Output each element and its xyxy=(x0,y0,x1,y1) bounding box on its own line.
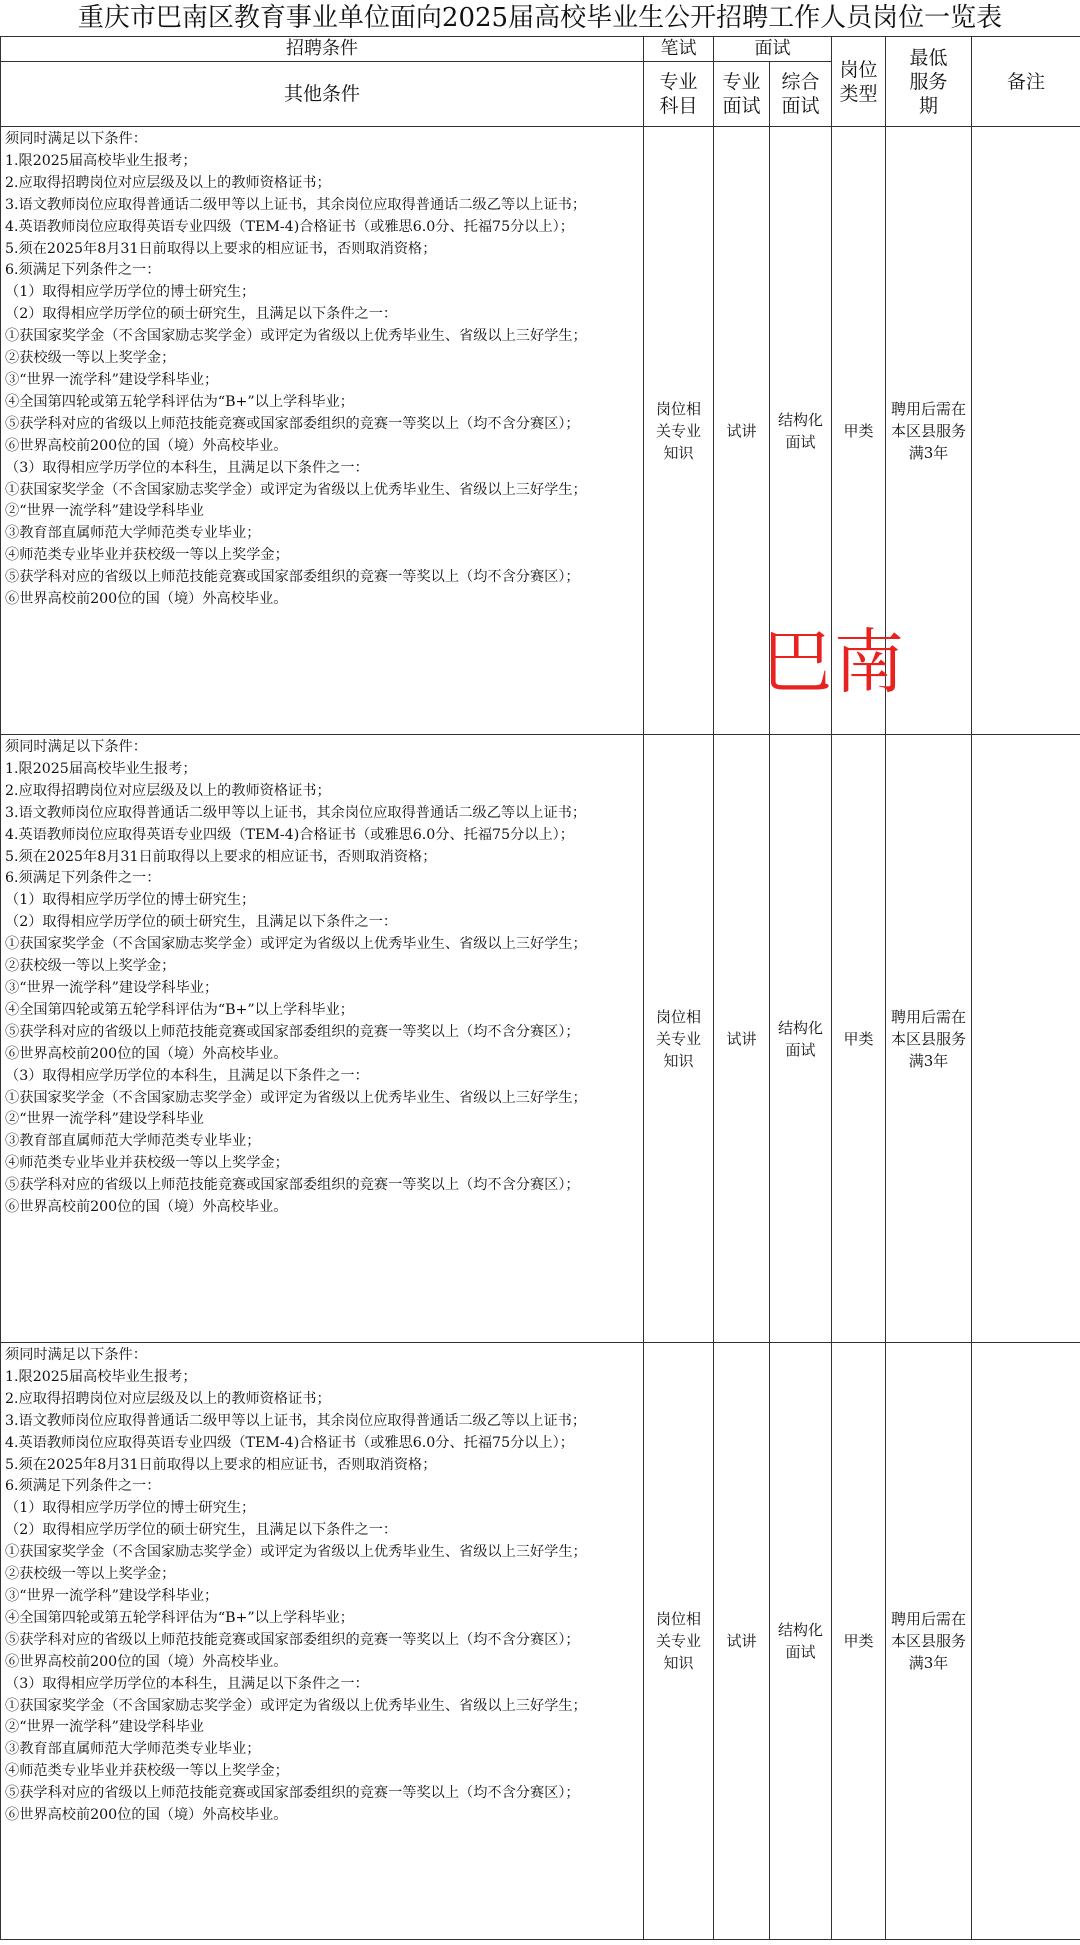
prof-interview-cell: 试讲 xyxy=(714,127,770,735)
comp-interview-cell: 结构化面试 xyxy=(770,127,832,735)
header-written-exam: 笔试 xyxy=(644,37,714,62)
condition-line: ④师范类专业毕业并获校级一等以上奖学金； xyxy=(5,547,289,564)
condition-line: ⑥世界高校前200位的国（境）外高校毕业。 xyxy=(5,1199,288,1216)
condition-line: （3）取得相应学历学位的本科生，且满足以下条件之一： xyxy=(5,459,369,476)
table-row xyxy=(1,127,1080,735)
condition-line: ⑥世界高校前200位的国（境）外高校毕业。 xyxy=(5,591,288,608)
condition-line: 1.限2025届高校毕业生报考； xyxy=(5,1368,197,1385)
condition-line: 2.应取得招聘岗位对应层级及以上的教师资格证书； xyxy=(5,174,331,191)
condition-line: ①获国家奖学金（不含国家励志奖学金）或评定为省级以上优秀毕业生、省级以上三好学生； xyxy=(5,328,587,345)
prof-interview-cell: 试讲 xyxy=(714,735,770,1343)
condition-line: （1）取得相应学历学位的博士研究生； xyxy=(5,284,256,301)
condition-line: ①获国家奖学金（不含国家励志奖学金）或评定为省级以上优秀毕业生、省级以上三好学生； xyxy=(5,1697,587,1714)
header-recruit-conditions: 招聘条件 xyxy=(1,37,644,62)
condition-line: ①获国家奖学金（不含国家励志奖学金）或评定为省级以上优秀毕业生、省级以上三好学生； xyxy=(5,481,587,498)
condition-line: ③教育部直属师范大学师范类专业毕业； xyxy=(5,1741,261,1758)
condition-line: ⑤获学科对应的省级以上师范技能竞赛或国家部委组织的竞赛一等奖以上（均不含分赛区）； xyxy=(5,1177,580,1194)
page-title: 重庆市巴南区教育事业单位面向2025届高校毕业生公开招聘工作人员岗位一览表 xyxy=(77,3,1003,33)
condition-line: ②“世界一流学科”建设学科毕业 xyxy=(5,1111,204,1128)
table-row xyxy=(1,1343,1080,1940)
condition-line: 3.语文教师岗位应取得普通话二级甲等以上证书，其余岗位应取得普通话二级乙等以上证书； xyxy=(5,196,587,213)
subject-cell: 岗位相关专业知识 xyxy=(644,127,714,735)
conditions-cell xyxy=(1,735,644,1343)
post-type-cell: 甲类 xyxy=(832,735,886,1343)
header-interview: 面试 xyxy=(714,37,832,62)
condition-line: ⑥世界高校前200位的国（境）外高校毕业。 xyxy=(5,1653,288,1670)
condition-line: ④全国第四轮或第五轮学科评估为“B+”以上学科毕业； xyxy=(5,1609,354,1626)
condition-line: 2.应取得招聘岗位对应层级及以上的教师资格证书； xyxy=(5,782,331,799)
condition-line: ④全国第四轮或第五轮学科评估为“B+”以上学科毕业； xyxy=(5,1001,354,1018)
comp-interview-cell: 结构化面试 xyxy=(770,735,832,1343)
condition-line: 5.须在2025年8月31日前取得以上要求的相应证书，否则取消资格； xyxy=(5,240,437,257)
header-min-service: 最低服务期 xyxy=(886,37,972,127)
condition-line: ③“世界一流学科”建设学科毕业； xyxy=(5,1587,219,1604)
condition-line: 须同时满足以下条件： xyxy=(5,131,147,147)
conditions-cell xyxy=(1,1343,644,1940)
condition-line: ④师范类专业毕业并获校级一等以上奖学金； xyxy=(5,1763,289,1780)
condition-line: 3.语文教师岗位应取得普通话二级甲等以上证书，其余岗位应取得普通话二级乙等以上证书； xyxy=(5,804,587,821)
condition-line: （3）取得相应学历学位的本科生，且满足以下条件之一： xyxy=(5,1067,369,1084)
min-service-cell: 聘用后需在本区县服务满3年 xyxy=(886,127,972,735)
condition-line: （2）取得相应学历学位的硕士研究生，且满足以下条件之一： xyxy=(5,1522,398,1539)
condition-line: 4.英语教师岗位应取得英语专业四级（TEM-4)合格证书（或雅思6.0分、托福75分以上）； xyxy=(5,1434,574,1451)
condition-line: 6.须满足下列条件之一： xyxy=(5,870,161,887)
condition-line: ③教育部直属师范大学师范类专业毕业； xyxy=(5,525,261,542)
condition-line: （1）取得相应学历学位的博士研究生； xyxy=(5,1500,256,1517)
condition-line: ⑥世界高校前200位的国（境）外高校毕业。 xyxy=(5,1045,288,1062)
condition-line: 4.英语教师岗位应取得英语专业四级（TEM-4)合格证书（或雅思6.0分、托福75分以上）； xyxy=(5,826,574,843)
condition-line: 须同时满足以下条件： xyxy=(5,1347,147,1363)
post-type-cell: 甲类 xyxy=(832,127,886,735)
district-watermark: 巴南 xyxy=(762,621,906,703)
header-row-groups xyxy=(1,37,1080,62)
condition-line: ②“世界一流学科”建设学科毕业 xyxy=(5,1719,204,1736)
condition-line: 1.限2025届高校毕业生报考； xyxy=(5,760,197,777)
condition-line: ①获国家奖学金（不含国家励志奖学金）或评定为省级以上优秀毕业生、省级以上三好学生； xyxy=(5,1089,587,1106)
condition-line: 须同时满足以下条件： xyxy=(5,739,147,755)
post-type-cell: 甲类 xyxy=(832,1343,886,1940)
condition-line: ②获校级一等以上奖学金； xyxy=(5,1566,176,1583)
header-prof-interview: 专业面试 xyxy=(714,62,770,127)
condition-line: ①获国家奖学金（不含国家励志奖学金）或评定为省级以上优秀毕业生、省级以上三好学生； xyxy=(5,936,587,953)
remarks-cell xyxy=(972,1343,1080,1940)
condition-line: 3.语文教师岗位应取得普通话二级甲等以上证书，其余岗位应取得普通话二级乙等以上证书； xyxy=(5,1412,587,1429)
condition-line: 1.限2025届高校毕业生报考； xyxy=(5,152,197,169)
subject-cell: 岗位相关专业知识 xyxy=(644,735,714,1343)
condition-line: ②“世界一流学科”建设学科毕业 xyxy=(5,503,204,520)
condition-line: （3）取得相应学历学位的本科生，且满足以下条件之一： xyxy=(5,1675,369,1692)
condition-line: ⑥世界高校前200位的国（境）外高校毕业。 xyxy=(5,437,288,454)
header-other-conditions: 其他条件 xyxy=(1,62,644,127)
condition-line: ⑤获学科对应的省级以上师范技能竞赛或国家部委组织的竞赛一等奖以上（均不含分赛区）； xyxy=(5,1631,580,1648)
condition-line: 5.须在2025年8月31日前取得以上要求的相应证书，否则取消资格； xyxy=(5,1456,437,1473)
condition-line: ③教育部直属师范大学师范类专业毕业； xyxy=(5,1133,261,1150)
condition-line: ⑤获学科对应的省级以上师范技能竞赛或国家部委组织的竞赛一等奖以上（均不含分赛区）； xyxy=(5,1023,580,1040)
table-row xyxy=(1,735,1080,1343)
prof-interview-cell: 试讲 xyxy=(714,1343,770,1940)
header-subject: 专业科目 xyxy=(644,62,714,127)
condition-line: 6.须满足下列条件之一： xyxy=(5,262,161,279)
condition-line: 6.须满足下列条件之一： xyxy=(5,1478,161,1495)
condition-line: ④师范类专业毕业并获校级一等以上奖学金； xyxy=(5,1155,289,1172)
condition-line: ⑤获学科对应的省级以上师范技能竞赛或国家部委组织的竞赛一等奖以上（均不含分赛区）； xyxy=(5,1785,580,1802)
header-post-type: 岗位类型 xyxy=(832,37,886,127)
condition-line: ⑤获学科对应的省级以上师范技能竞赛或国家部委组织的竞赛一等奖以上（均不含分赛区）； xyxy=(5,415,580,432)
condition-line: （2）取得相应学历学位的硕士研究生，且满足以下条件之一： xyxy=(5,914,398,931)
header-remarks: 备注 xyxy=(972,37,1080,127)
subject-cell: 岗位相关专业知识 xyxy=(644,1343,714,1940)
header-comp-interview: 综合面试 xyxy=(770,62,832,127)
condition-line: 4.英语教师岗位应取得英语专业四级（TEM-4)合格证书（或雅思6.0分、托福75分以上）； xyxy=(5,218,574,235)
comp-interview-cell: 结构化面试 xyxy=(770,1343,832,1940)
condition-line: ③“世界一流学科”建设学科毕业； xyxy=(5,371,219,388)
remarks-cell xyxy=(972,127,1080,735)
condition-line: 2.应取得招聘岗位对应层级及以上的教师资格证书； xyxy=(5,1390,331,1407)
min-service-cell: 聘用后需在本区县服务满3年 xyxy=(886,1343,972,1940)
condition-line: ③“世界一流学科”建设学科毕业； xyxy=(5,979,219,996)
condition-line: （2）取得相应学历学位的硕士研究生，且满足以下条件之一： xyxy=(5,306,398,323)
conditions-cell xyxy=(1,127,644,735)
condition-line: ⑥世界高校前200位的国（境）外高校毕业。 xyxy=(5,1807,288,1824)
condition-line: ①获国家奖学金（不含国家励志奖学金）或评定为省级以上优秀毕业生、省级以上三好学生； xyxy=(5,1544,587,1561)
condition-line: ②获校级一等以上奖学金； xyxy=(5,958,176,975)
condition-line: 5.须在2025年8月31日前取得以上要求的相应证书，否则取消资格； xyxy=(5,848,437,865)
positions-table xyxy=(0,36,1080,1940)
condition-line: ④全国第四轮或第五轮学科评估为“B+”以上学科毕业； xyxy=(5,393,354,410)
condition-line: ②获校级一等以上奖学金； xyxy=(5,350,176,367)
condition-line: （1）取得相应学历学位的博士研究生； xyxy=(5,892,256,909)
condition-line: ⑤获学科对应的省级以上师范技能竞赛或国家部委组织的竞赛一等奖以上（均不含分赛区）； xyxy=(5,569,580,586)
min-service-cell: 聘用后需在本区县服务满3年 xyxy=(886,735,972,1343)
remarks-cell xyxy=(972,735,1080,1343)
